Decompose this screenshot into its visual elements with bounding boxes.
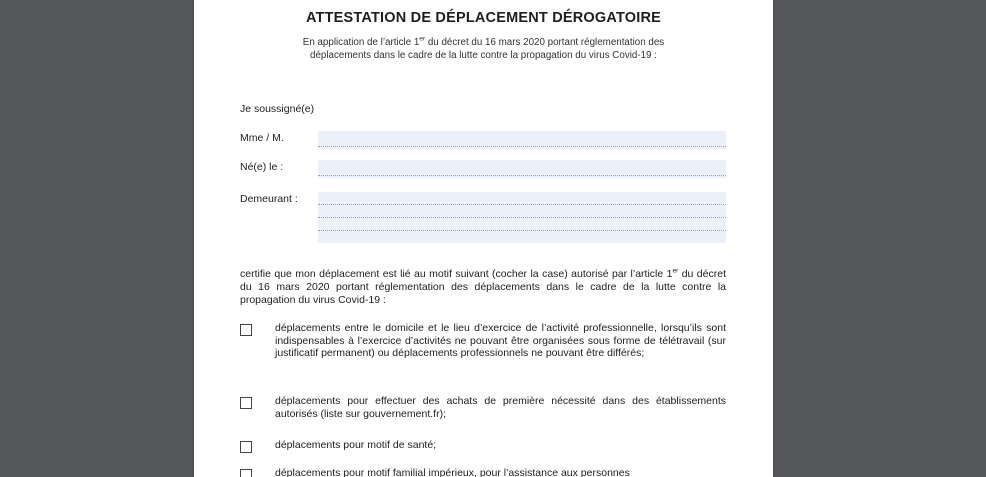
option-shopping-text: déplacements pour effectuer des achats de première nécessité dans des établissements autorisés (liste sur gouvernement.fr); <box>275 395 726 420</box>
name-field[interactable] <box>318 131 726 149</box>
certify-post: du décret du 16 mars 2020 portant réglementation des déplacements dans le cadre de la lutte contre la propagation du virus Covid-19 : <box>240 268 726 306</box>
certify-pre: certifie que mon déplacement est lié au motif suivant (cocher la case) autorisé par l’article 1 <box>240 268 673 280</box>
name-label: Mme / M. <box>240 132 284 144</box>
address-field[interactable] <box>318 192 726 243</box>
option-family-text: déplacements pour motif familial impérieux, pour l’assistance aux personnes <box>275 467 630 477</box>
pdf-page <box>194 0 773 477</box>
option-health-text: déplacements pour motif de santé; <box>275 439 437 451</box>
address-label: Demeurant : <box>240 193 298 205</box>
document-subtitle <box>259 36 708 62</box>
subtitle-line1-post: du décret du 16 mars 2020 portant réglementation des <box>425 37 665 48</box>
intro-label: Je soussigné(e) <box>240 103 315 115</box>
option-work-text: déplacements entre le domicile et le lieu d’exercice de l’activité professionnelle, lorsqu’ils sont indispensables à l’exercice d’activités ne pouvant être organisées sous forme de télétravail (sur justificatif permanent) ou déplacements professionnels ne pouvant être différés; <box>275 322 726 359</box>
subtitle-line1-pre: En application de l’article 1 <box>302 37 420 48</box>
certify-paragraph <box>240 268 726 307</box>
subtitle-line2: déplacements dans le cadre de la lutte contre la propagation du virus Covid-19 : <box>310 50 657 61</box>
checkbox-health[interactable] <box>240 441 252 453</box>
document-title: ATTESTATION DE DÉPLACEMENT DÉROGATOIRE <box>305 10 662 26</box>
certify-sup: er <box>672 267 679 275</box>
checkbox-work[interactable] <box>240 324 252 336</box>
checkbox-shopping[interactable] <box>240 397 252 409</box>
subtitle-sup: er <box>419 35 426 43</box>
birth-label: Né(e) le : <box>240 161 284 173</box>
checkbox-family[interactable] <box>240 469 252 477</box>
birth-date-field[interactable] <box>318 160 726 178</box>
